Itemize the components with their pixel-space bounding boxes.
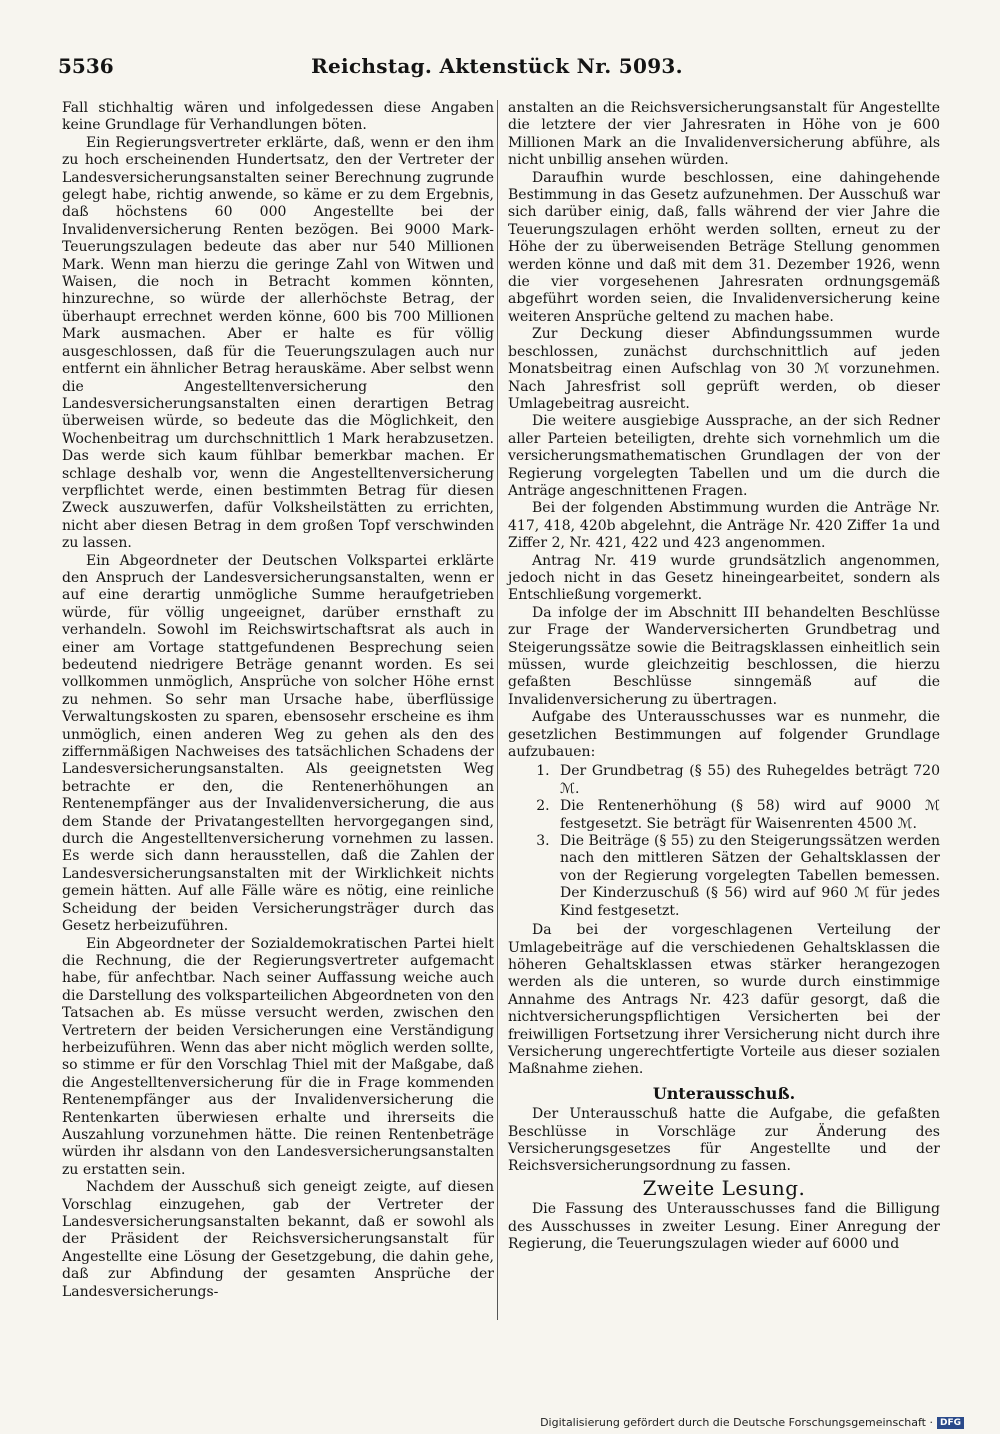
paragraph: Aufgabe des Unterausschusses war es nunmehr, die gesetzlichen Bestimmungen auf folgender Grundlage aufzubauen:	[508, 709, 940, 761]
list-item: 3. Die Beiträge (§ 55) zu den Steigerungssätzen werden nach den mittleren Sätzen der Gehaltsklassen der von der Regierung vorgelegten Tabellen bemessen. Der Kinderzuschuß (§ 56) wird auf 960 ℳ für jedes Kind festgesetzt.	[554, 833, 940, 920]
paragraph: Ein Abgeordneter der Sozialdemokratischen Partei hielt die Rechnung, die der Regierungsvertreter aufgemacht habe, für anfechtbar. Nach seiner Auffassung weiche auch die Darstellung des volksparteilichen Abgeordneten von den Tatsachen ab. Es müsse versucht werden, zwischen den Vertretern der beiden Versicherungen eine Verständigung herbeizuführen. Wenn das aber nicht möglich werden sollte, so stimme er für den Vorschlag Thiel mit der Maßgabe, daß die Angestelltenversicherung für die in Frage kommenden Rentenempfänger aus der Invalidenversicherung die Rentenkarten überwiesen erhalte und ihrerseits die Auszahlung vorzunehmen hätte. Die reinen Rentenbeträge würden ihr alsdann von den Landesversicherungsanstalten zu erstatten sein.	[62, 935, 494, 1178]
paragraph: Zur Deckung dieser Abfindungssummen wurde beschlossen, zunächst durchschnittlich auf jeden Monatsbeitrag einen Aufschlag von 30 ℳ vorzunehmen. Nach Jahresfrist soll geprüft werden, ob dieser Umlagebeitrag ausreicht.	[508, 326, 940, 412]
right-column	[508, 100, 940, 1253]
list-item: 1. Der Grundbetrag (§ 55) des Ruhegeldes beträgt 720 ℳ.	[554, 763, 940, 798]
paragraph: Da infolge der im Abschnitt III behandelten Beschlüsse zur Frage der Wanderversicherten Grundbetrag und Steigerungssätze sowie die Beitragsklassen einheitlich sein müssen, wurde gleichzeitig beschlossen, die hierzu gefaßten Beschlüsse sinngemäß auf die Invalidenversicherung zu übertragen.	[508, 604, 940, 708]
paragraph: Fall stichhaltig wären und infolgedessen diese Angaben keine Grundlage für Verhandlungen böten.	[62, 100, 494, 134]
paragraph: Der Unterausschuß hatte die Aufgabe, die gefaßten Beschlüsse in Vorschläge zur Änderung des Versicherungsgesetzes für Angestellte und der Reichsversicherungsordnung zu fassen.	[508, 1106, 940, 1175]
list-item: 2. Die Rentenerhöhung (§ 58) wird auf 9000 ℳ festgesetzt. Sie beträgt für Waisenrenten 4500 ℳ.	[554, 798, 940, 833]
paragraph: Bei der folgenden Abstimmung wurden die Anträge Nr. 417, 418, 420b abgelehnt, die Anträge Nr. 420 Ziffer 1a und Ziffer 2, Nr. 421, 422 und 423 angenommen.	[508, 500, 940, 552]
paragraph: Antrag Nr. 419 wurde grundsätzlich angenommen, jedoch nicht in das Gesetz hineingearbeitet, sondern als Entschließung vorgemerkt.	[508, 552, 940, 604]
paragraph: Da bei der vorgeschlagenen Verteilung der Umlagebeiträge auf die verschiedenen Gehaltsklassen die höheren Gehaltsklassen etwas stärker herangezogen werden als die unteren, so wurde durch einstimmige Annahme des Antrags Nr. 423 dafür gesorgt, daß die nichtversicherungspflichtigen Versicherten bei der freiwilligen Fortsetzung ihrer Versicherung nicht durch ihre Versicherung ungerechtfertigte Vorteile aus dieser sozialen Maßnahme ziehen.	[508, 922, 940, 1078]
running-title: Reichstag. Aktenstück Nr. 5093.	[311, 54, 683, 78]
column-divider	[497, 100, 498, 1320]
section-heading-unterausschuss: Unterausschuß.	[652, 1083, 796, 1103]
paragraph: Die Fassung des Unterausschusses fand die Billigung des Ausschusses in zweiter Lesung. Einer Anregung der Regierung, die Teuerungszulagen wieder auf 6000 und	[508, 1201, 940, 1252]
numbered-list	[508, 763, 940, 920]
paragraph: anstalten an die Reichsversicherungsanstalt für Angestellte die letztere der vier Jahresraten in Höhe von je 600 Millionen Mark an die Invalidenversicherung abführe, als nicht unbillig ansehen würden.	[508, 100, 940, 169]
page-header	[58, 54, 936, 82]
footer-credit	[540, 1416, 964, 1429]
page-number: 5536	[58, 54, 114, 78]
paragraph: Daraufhin wurde beschlossen, eine dahingehende Bestimmung in das Gesetz aufzunehmen. Der Ausschuß war sich darüber einig, daß, falls während der vier Jahre die Teuerungszulagen erhöht werden sollten, erneut zu der Höhe der zu überweisenden Beträge Stellung genommen werden könne und daß mit dem 31. Dezember 1926, wenn die vier vorgesehenen Jahresraten ordnungsgemäß abgeführt worden seien, die Invalidenversicherung keine weiteren Ansprüche geltend zu machen habe.	[508, 169, 940, 325]
paragraph: Ein Abgeordneter der Deutschen Volkspartei erklärte den Anspruch der Landesversicherungsanstalten, wenn er auf eine derartig unmögliche Summe heraufgetrieben würde, für völlig ungeeignet, darüber ernsthaft zu verhandeln. Sowohl im Reichswirtschaftsrat als auch in einer am Vortage stattgefundenen Besprechung seien bedeutend niedrigere Beträge genannt worden. Es sei vollkommen unmöglich, Ansprüche von solcher Höhe ernst zu nehmen. So sehr man Ursache habe, überflüssige Verwaltungskosten zu sparen, ebensosehr erscheine es ihm unmöglich, einen anderen Weg zu gehen als den des ziffernmäßigen Nachweises des tatsächlichen Schadens der Landesversicherungsanstalten. Als geeignetsten Weg betrachte er den, die Rentenerhöhungen an Rentenempfänger aus der Invalidenversicherung, die aus dem Stande der Privatangestellten hervorgegangen sind, durch die Angestelltenversicherung vornehmen zu lassen. Es werde sich dann herausstellen, daß die Zahlen der Landesversicherungsanstalten mit der Wirklichkeit nichts gemein hätten. Auf alle Fälle wäre es nötig, eine reinliche Scheidung der beiden Versicherungsträger durch das Gesetz herbeizuführen.	[62, 552, 494, 935]
credit-text: Digitalisierung gefördert durch die Deutsche Forschungsgemeinschaft ·	[540, 1416, 933, 1429]
paragraph: Die weitere ausgiebige Aussprache, an der sich Redner aller Parteien beteiligten, drehte sich vornehmlich um die versicherungsmathematischen Grundlagen der von der Regierung vorgelegten Tabellen und um die durch die Anträge angeschnittenen Fragen.	[508, 413, 940, 499]
left-column	[62, 100, 494, 1301]
dfg-logo-icon: DFG	[937, 1417, 964, 1429]
section-heading-zweite-lesung: Zweite Lesung.	[642, 1175, 806, 1200]
paragraph: Ein Regierungsvertreter erklärte, daß, wenn er den ihm zu hoch erscheinenden Hundertsatz, den der Vertreter der Landesversicherungsanstalten seiner Berechnung zugrunde gelegt habe, richtig anwende, so käme er zu dem Ergebnis, daß höchstens 60 000 Angestellte bei der Invalidenversicherung Renten bezögen. Bei 9000 Mark-Teuerungszulagen bedeute das aber nur 540 Millionen Mark. Wenn man hierzu die geringe Zahl von Witwen und Waisen, die noch in Betracht kommen könnten, hinzurechne, so würde der allerhöchste Betrag, der überhaupt errechnet werden könne, 600 bis 700 Millionen Mark ausmachen. Aber er halte es für völlig ausgeschlossen, daß für die Teuerungszulagen auch nur entfernt ein ähnlicher Betrag herauskäme. Aber selbst wenn die Angestelltenversicherung den Landesversicherungsanstalten einen derartigen Betrag überweisen würde, so bedeute das die Möglichkeit, den Wochenbeitrag um durchschnittlich 1 Mark herabzusetzen. Das werde sich kaum fühlbar bemerkbar machen. Er schlage deshalb vor, wenn die Angestelltenversicherung verpflichtet werde, einen bestimmten Betrag für diesen Zweck auszuwerfen, dafür Volksheilstätten zu errichten, nicht aber diesen Betrag in dem großen Topf verschwinden zu lassen.	[62, 134, 494, 552]
paragraph: Nachdem der Ausschuß sich geneigt zeigte, auf diesen Vorschlag einzugehen, gab der Vertreter der Landesversicherungsanstalten bekannt, daß er sowohl als der Präsident der Reichsversicherungsanstalt für Angestellte eine Lösung der Gesetzgebung, die dahin gehe, daß zur Abfindung der gesamten Ansprüche der Landesversicherungs-	[62, 1179, 494, 1300]
